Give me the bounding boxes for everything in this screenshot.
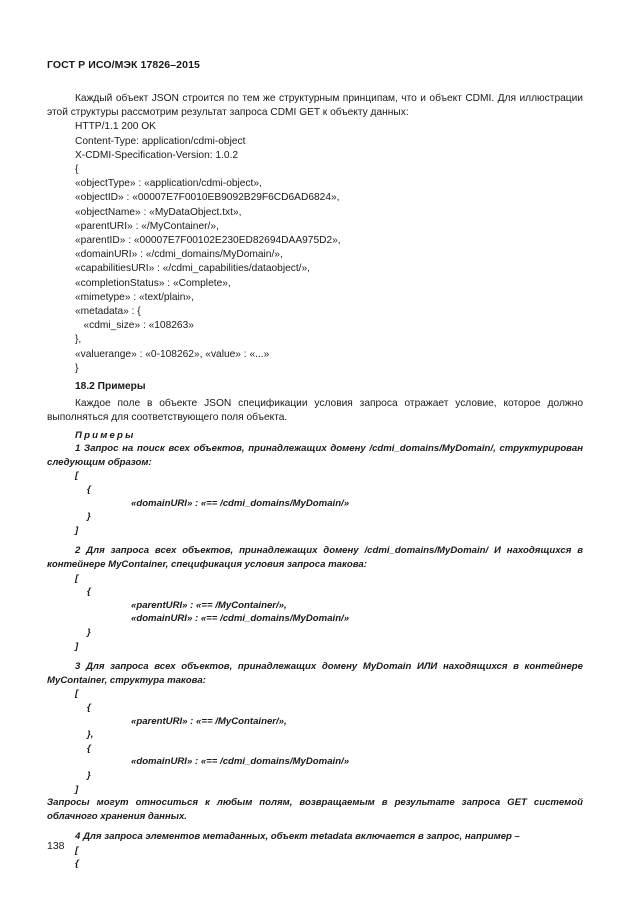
code-line: «cdmi_size» : «108263» bbox=[75, 320, 194, 332]
brace-open: { bbox=[87, 701, 91, 713]
example-2-text: 2 Для запроса всех объектов, принадлежащих домену /cdmi_domains/MyDomain/ И находящихся в контейнере MyContainer, спецификация условия запроса такова: bbox=[47, 545, 583, 571]
page-body bbox=[47, 92, 583, 871]
example-3-text: 3 Для запроса всех объектов, принадлежащих домену MyDomain ИЛИ находящихся в контейнере MyContainer, структура такова: bbox=[47, 661, 583, 686]
brace-close: }, bbox=[87, 729, 94, 741]
bracket-open: [ bbox=[75, 844, 79, 856]
code-line: Content-Type: application/cdmi-object bbox=[75, 135, 246, 147]
code-line: HTTP/1.1 200 OK bbox=[75, 121, 156, 133]
code-line: «capabilitiesURI» : «/cdmi_capabilities/dataobject/», bbox=[75, 263, 311, 275]
query-line: «domainURI» : «== /cdmi_domains/MyDomain/» bbox=[131, 756, 350, 768]
brace-close: } bbox=[87, 769, 91, 781]
code-line: «objectType» : «application/cdmi-object», bbox=[75, 178, 262, 190]
code-line: «parentID» : «00007E7F00102E230ED82694DAA975D2», bbox=[75, 235, 341, 247]
brace-open: { bbox=[75, 858, 79, 870]
code-line: «valuerange» : «0-108262», «value» : «...» bbox=[75, 348, 270, 360]
brace-close: } bbox=[87, 626, 91, 638]
code-line: } bbox=[75, 362, 79, 374]
code-line: «domainURI» : «/cdmi_domains/MyDomain/», bbox=[75, 249, 283, 261]
brace-open: { bbox=[87, 586, 91, 598]
code-line: { bbox=[75, 164, 79, 176]
section-paragraph: Каждое поле в объекте JSON спецификации условия запроса отражает условие, которое должно выполняться для соответствующего поля объекта. bbox=[47, 398, 583, 424]
code-line: «mimetype» : «text/plain», bbox=[75, 291, 194, 303]
code-line: X-CDMI-Specification-Version: 1.0.2 bbox=[75, 149, 239, 161]
query-line: «domainURI» : «== /cdmi_domains/MyDomain/» bbox=[131, 613, 350, 625]
page-header: ГОСТ Р ИСО/МЭК 17826–2015 bbox=[47, 59, 200, 71]
code-line: «objectName» : «MyDataObject.txt», bbox=[75, 206, 242, 218]
bracket-close: ] bbox=[75, 524, 79, 536]
query-line: «domainURI» : «== /cdmi_domains/MyDomain/» bbox=[131, 497, 350, 509]
brace-close: } bbox=[87, 511, 91, 523]
examples-title: Примеры bbox=[75, 429, 136, 441]
examples-block bbox=[47, 429, 583, 871]
page-number: 138 bbox=[47, 840, 65, 852]
bracket-close: ] bbox=[75, 783, 79, 795]
bracket-open: [ bbox=[75, 688, 79, 700]
bracket-close: ] bbox=[75, 640, 79, 652]
code-line: «completionStatus» : «Complete», bbox=[75, 277, 231, 289]
code-line: }, bbox=[75, 334, 82, 346]
code-line: «metadata» : { bbox=[75, 306, 141, 318]
brace-open: { bbox=[87, 742, 91, 754]
brace-open: { bbox=[87, 484, 91, 496]
code-line: «parentURI» : «/MyContainer/», bbox=[75, 220, 219, 232]
example-3-note: Запросы могут относиться к любым полям, возвращаемым в результате запроса GET системой облачного хранения данных. bbox=[47, 797, 583, 822]
code-line: «objectID» : «00007E7F0010EB9092B29F6CD6AD6824», bbox=[75, 192, 340, 204]
intro-paragraph: Каждый объект JSON строится по тем же структурным принципам, что и объект CDMI. Для иллюстрации этой структуры рассмотрим результат запроса CDMI GET к объекту данных: bbox=[47, 93, 583, 119]
query-line: «parentURI» : «== /MyContainer/», bbox=[131, 599, 287, 611]
section-heading: 18.2 Примеры bbox=[75, 381, 146, 393]
bracket-open: [ bbox=[75, 470, 79, 482]
query-line: «parentURI» : «== /MyContainer/», bbox=[131, 715, 287, 727]
bracket-open: [ bbox=[75, 572, 79, 584]
example-1-text: 1 Запрос на поиск всех объектов, принадлежащих домену /cdmi_domains/MyDomain/, структурирован следующим образом: bbox=[47, 443, 583, 468]
json-example-block bbox=[47, 120, 583, 376]
example-4-text: 4 Для запроса элементов метаданных, объект metadata включается в запрос, например – bbox=[75, 831, 520, 843]
